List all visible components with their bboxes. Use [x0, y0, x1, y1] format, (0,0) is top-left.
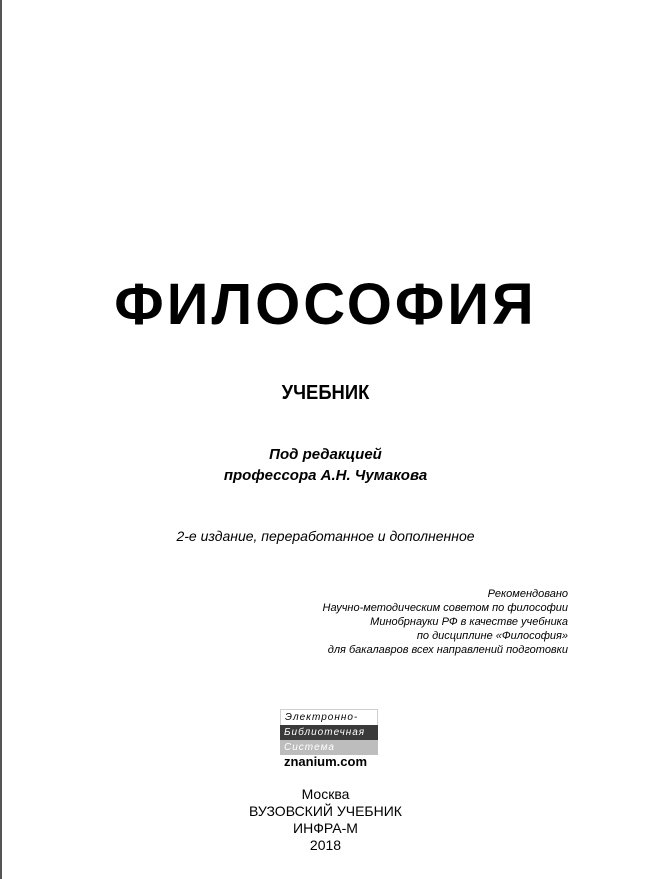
- editor-block: [0, 444, 651, 486]
- edition-note: 2-е издание, переработанное и дополненное: [176, 528, 475, 544]
- ebs-site: znanium.com: [283, 754, 368, 769]
- book-title: ФИЛОСОФИЯ: [114, 272, 537, 337]
- ebs-logo-line-3: Система: [280, 740, 378, 755]
- imprint-publisher-1: ВУЗОВСКИЙ УЧЕБНИК: [249, 803, 402, 819]
- ebs-logo-line-1: Электронно-: [280, 709, 378, 725]
- imprint-year: 2018: [309, 837, 342, 853]
- recommendation-line: Научно-методическим советом по философии: [322, 602, 568, 614]
- recommendation-line: по дисциплине «Философия»: [416, 630, 568, 642]
- imprint-block: [0, 786, 651, 854]
- imprint-city: Москва: [301, 786, 350, 802]
- recommendation-block: [323, 587, 568, 657]
- ebs-logo: [280, 709, 378, 755]
- recommendation-line: Рекомендовано: [487, 588, 568, 600]
- ebs-logo-line-2: Библиотечная: [280, 725, 378, 740]
- recommendation-line: для бакалавров всех направлений подготовки: [327, 644, 568, 656]
- editor-line-1: Под редакцией: [269, 446, 382, 463]
- imprint-publisher-2: ИНФРА-М: [293, 820, 358, 836]
- recommendation-line: Минобрнауки РФ в качестве учебника: [370, 616, 568, 628]
- book-subtitle: УЧЕБНИК: [281, 382, 370, 404]
- editor-line-2: профессора А.Н. Чумакова: [223, 467, 428, 484]
